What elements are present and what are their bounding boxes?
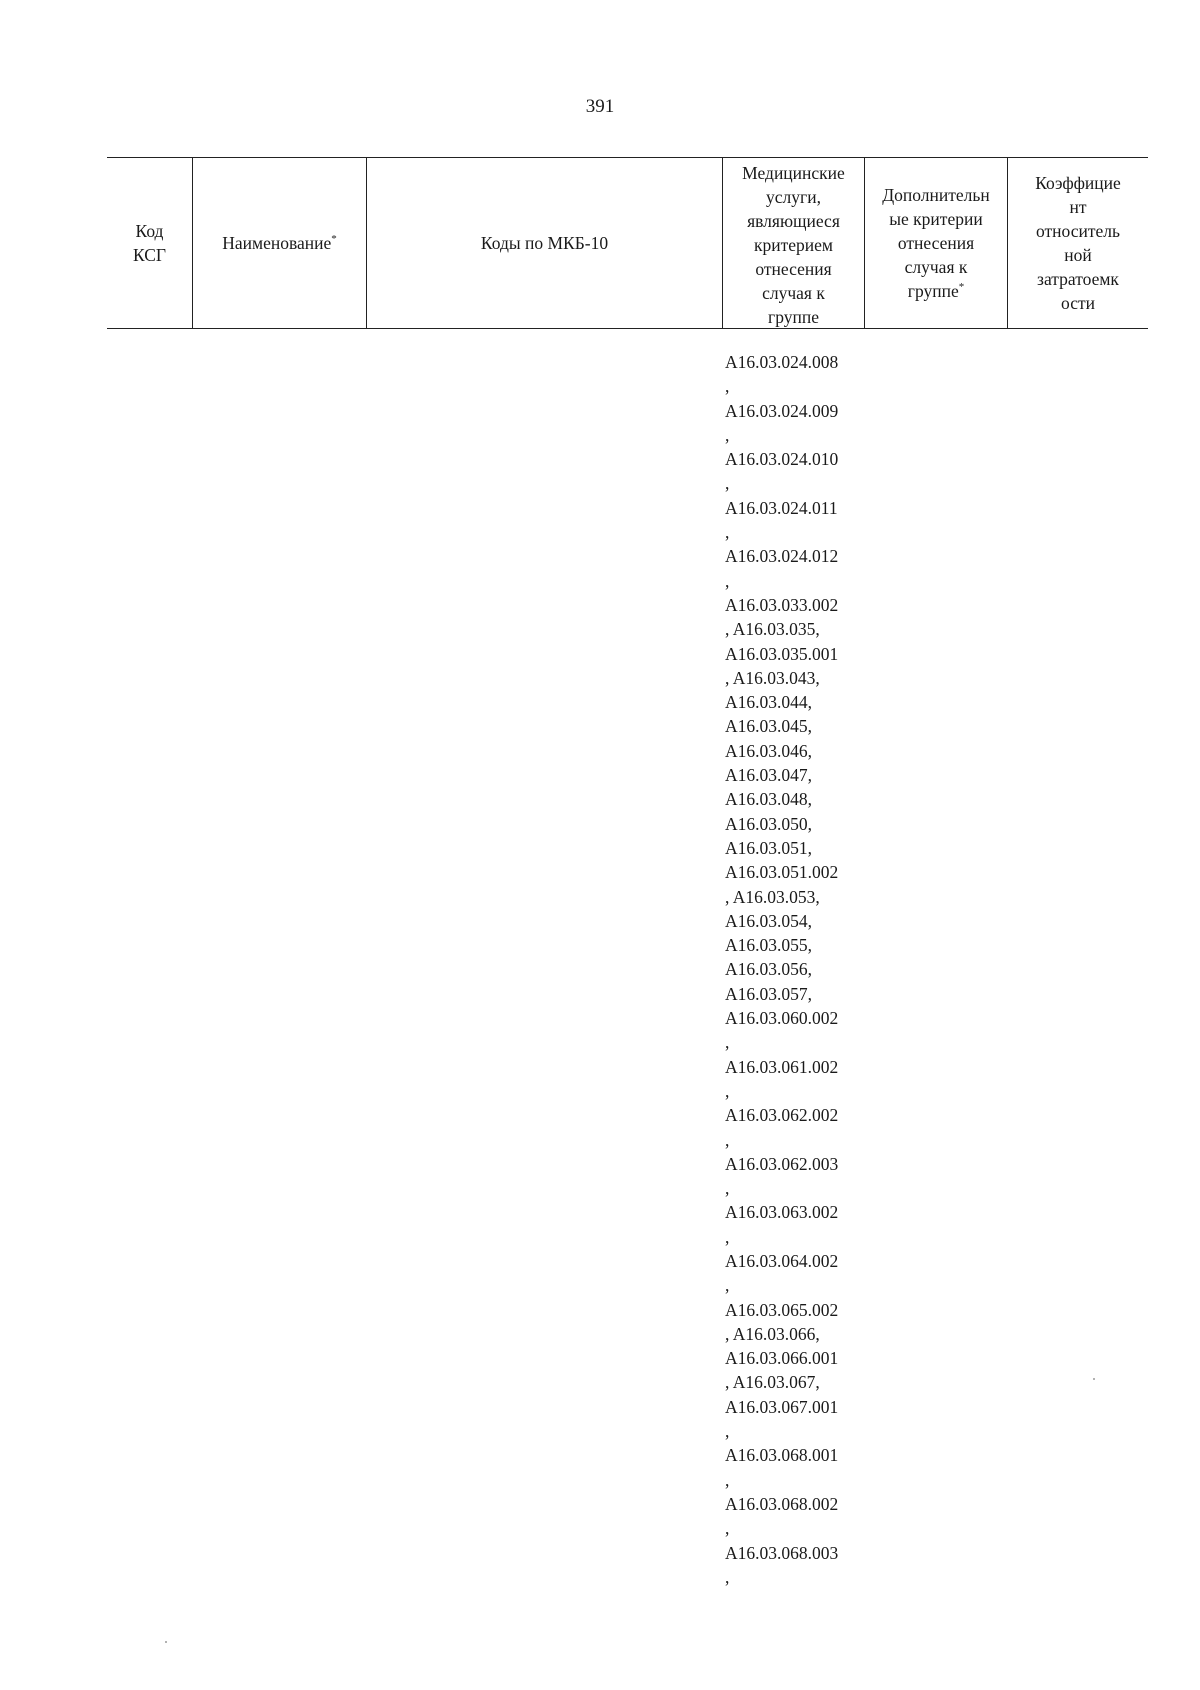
service-code-line: A16.03.056, [725, 959, 813, 980]
service-code-line: , [725, 424, 730, 445]
page-number: 391 [585, 96, 615, 117]
service-code-line: A16.03.062.002 [725, 1105, 839, 1126]
scan-speck [165, 1641, 167, 1643]
service-code-line: , [725, 1178, 730, 1199]
service-code-line: A16.03.066.001 [725, 1348, 839, 1369]
service-code-line: A16.03.048, [725, 789, 813, 810]
footnote-mark: * [958, 281, 965, 294]
service-code-line: A16.03.024.008 [725, 352, 839, 372]
footnote-mark: * [331, 233, 337, 246]
service-code-line: , [725, 1566, 730, 1587]
service-code-line: A16.03.062.003 [725, 1153, 839, 1174]
service-code-line: A16.03.050, [725, 813, 813, 834]
service-code-line: , [725, 1226, 730, 1247]
header-name [192, 158, 366, 328]
service-code-line: A16.03.024.011 [725, 497, 838, 518]
service-code-line: A16.03.067.001 [725, 1396, 839, 1417]
service-code-line: A16.03.068.001 [725, 1445, 839, 1466]
service-code-line: A16.03.033.002 [725, 594, 839, 615]
service-code-line: A16.03.060.002 [725, 1008, 839, 1029]
service-code-line: , [725, 1421, 730, 1442]
service-code-line: A16.03.063.002 [725, 1202, 839, 1223]
service-code-line: A16.03.057, [725, 983, 813, 1004]
header-coefficient [1007, 158, 1148, 328]
service-code-line: A16.03.051, [725, 837, 813, 858]
service-code-line: , A16.03.053, [725, 886, 820, 907]
service-code-line: A16.03.065.002 [725, 1299, 839, 1320]
service-code-line: A16.03.024.010 [725, 449, 839, 470]
service-code-line: A16.03.045, [725, 716, 813, 737]
service-code-line: A16.03.024.009 [725, 400, 839, 421]
service-code-line: , A16.03.035, [725, 619, 820, 640]
service-code-line: A16.03.068.003 [725, 1542, 839, 1563]
service-code-line: , [725, 1129, 730, 1150]
service-code-line: A16.03.046, [725, 740, 813, 761]
service-code-line: , A16.03.043, [725, 667, 820, 688]
service-code-line: , [725, 1518, 730, 1539]
service-code-line: , [725, 376, 730, 397]
header-name-label: Наименование* [222, 233, 337, 253]
service-code-line: A16.03.051.002 [725, 862, 839, 883]
service-code-line: A16.03.068.002 [725, 1493, 839, 1514]
service-code-line: , [725, 1032, 730, 1053]
service-code-line: A16.03.024.012 [725, 546, 839, 567]
service-code-line: A16.03.064.002 [725, 1250, 839, 1271]
service-code-line: A16.03.047, [725, 765, 813, 786]
medical-services-codes-list [725, 350, 885, 1589]
service-code-line: , [725, 570, 730, 591]
scan-speck [1093, 1378, 1095, 1380]
header-code-ksg-label: Код КСГ [132, 221, 167, 265]
service-code-line: , [725, 1275, 730, 1296]
header-medical-services-label: Медицинские услуги, являющиеся критерием отнесения случая к группе [742, 163, 845, 327]
service-code-line: A16.03.061.002 [725, 1056, 839, 1077]
table-header [107, 157, 1148, 329]
service-code-line: A16.03.055, [725, 935, 813, 956]
service-code-line: , A16.03.066, [725, 1323, 820, 1344]
service-code-line: , A16.03.067, [725, 1372, 820, 1393]
header-medical-services [722, 158, 864, 328]
header-mkb-codes-label: Коды по МКБ-10 [480, 233, 609, 253]
header-additional-criteria-label: Дополнительн ые критерии отнесения случая к группе* [882, 185, 990, 301]
header-additional-criteria [864, 158, 1007, 328]
header-mkb-codes [366, 158, 722, 328]
service-code-line: A16.03.054, [725, 910, 813, 931]
header-code-ksg [107, 158, 192, 328]
service-code-line: , [725, 522, 730, 543]
header-coefficient-label: Коэффицие нт относитель ной затратоемк ости [1035, 173, 1121, 313]
service-code-line: A16.03.035.001 [725, 643, 839, 664]
service-code-line: , [725, 1080, 730, 1101]
service-code-line: A16.03.044, [725, 692, 813, 713]
service-code-line: , [725, 473, 730, 494]
service-code-line: , [725, 1469, 730, 1490]
